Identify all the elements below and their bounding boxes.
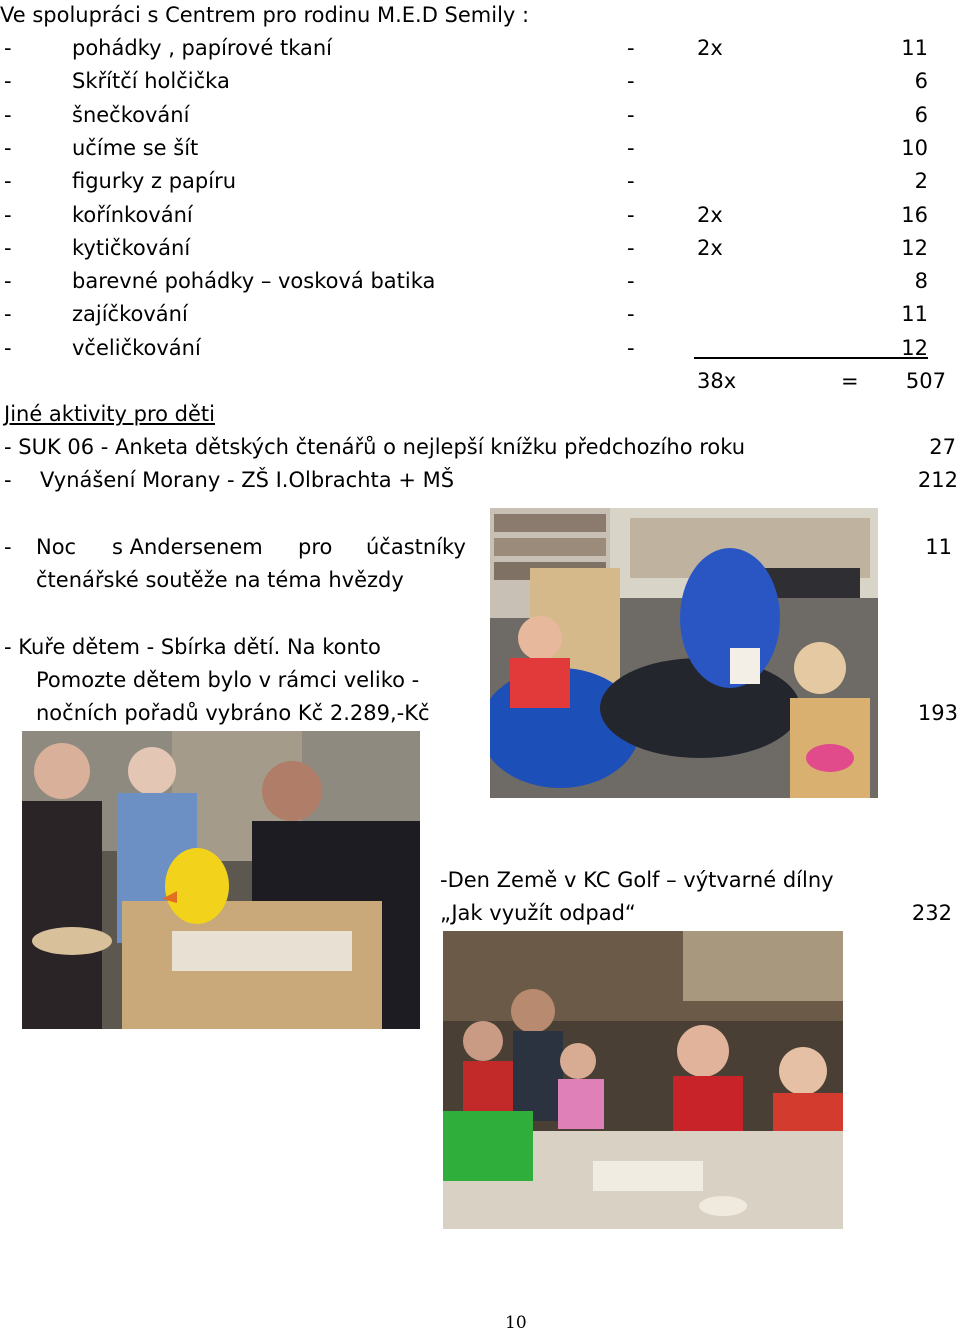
list-separator: - [627, 36, 635, 60]
total-equals: = [841, 369, 859, 393]
kure-line2: Pomozte dětem bylo v rámci veliko - [36, 668, 420, 692]
list-item-name: pohádky , papírové tkaní [72, 36, 332, 60]
list-dash: - [4, 69, 12, 94]
list-item-count: 6 [914, 69, 928, 94]
list-separator: - [627, 235, 635, 260]
section-heading: Ve spolupráci s Centrem pro rodinu M.E.D Semily : [0, 3, 530, 27]
list-separator: - [627, 102, 635, 127]
list-item-name: včeličkování [72, 335, 201, 360]
morana-text: Vynášení Morany - ZŠ I.Olbrachta + MŠ [40, 468, 455, 492]
photo-reading-night [490, 508, 878, 798]
andersen-count: 11 [925, 535, 952, 559]
andersen-line2: čtenářské soutěže na téma hvězdy [36, 568, 404, 592]
list-item-times: 2x [697, 36, 723, 60]
morana-count: 212 [917, 468, 958, 492]
kure-count: 193 [917, 701, 958, 725]
zeme-line1: -Den Země v KC Golf – výtvarné dílny [440, 868, 834, 892]
page-number: 10 [505, 1313, 527, 1333]
list-item-count: 6 [914, 102, 928, 127]
list-dash: - [4, 269, 12, 294]
andersen-dash: - [4, 535, 12, 559]
list-dash: - [4, 36, 12, 60]
suk-count: 27 [929, 435, 956, 459]
list-item-count: 11 [901, 36, 928, 60]
list-item-times: 2x [697, 235, 723, 260]
other-activities-heading: Jiné aktivity pro děti [4, 402, 215, 426]
list-separator: - [627, 302, 635, 327]
list-dash: - [4, 235, 12, 260]
list-dash: - [4, 335, 12, 360]
list-item-count: 10 [901, 135, 928, 160]
list-dash: - [4, 302, 12, 327]
list-separator: - [627, 169, 635, 194]
list-item-count: 11 [901, 302, 928, 327]
list-item-name: kytičkování [72, 235, 191, 260]
list-item-name: barevné pohádky – vosková batika [72, 269, 436, 294]
suk-text: - SUK 06 - Anketa dětských čtenářů o nejlepší knížku předchozího roku [4, 435, 746, 459]
list-separator: - [627, 69, 635, 94]
photo-earth-day-workshop [443, 931, 843, 1229]
list-item-name: figurky z papíru [72, 169, 237, 194]
list-dash: - [4, 202, 12, 227]
list-item-name: šnečkování [72, 102, 190, 127]
andersen-word: pro [298, 535, 333, 559]
list-separator: - [627, 269, 635, 294]
andersen-word: účastníky [366, 535, 466, 559]
list-item-count: 8 [914, 269, 928, 294]
photo-chick-collection [22, 731, 420, 1029]
list-item-count: 2 [914, 169, 928, 194]
list-item-count: 12 [901, 335, 928, 360]
list-item-name: kořínkování [72, 202, 193, 227]
total-count: 507 [905, 369, 946, 393]
zeme-count: 232 [911, 901, 952, 925]
andersen-word: s Andersenem [112, 535, 263, 559]
list-separator: - [627, 135, 635, 160]
kure-line3: nočních pořadů vybráno Kč 2.289,-Kč [36, 701, 430, 725]
list-dash: - [4, 102, 12, 127]
total-times: 38x [697, 369, 737, 393]
list-item-name: zajíčkování [72, 302, 188, 327]
list-separator: - [627, 335, 635, 360]
list-item-count: 16 [901, 202, 928, 227]
list-dash: - [4, 135, 12, 160]
andersen-word: Noc [36, 535, 77, 559]
kure-line1: - Kuře dětem - Sbírka dětí. Na konto [4, 635, 381, 659]
list-item-name: Skřítčí holčička [72, 69, 230, 94]
morana-dash: - [4, 468, 12, 492]
list-separator: - [627, 202, 635, 227]
sum-underline [694, 357, 928, 359]
list-dash: - [4, 169, 12, 194]
list-item-name: učíme se šít [72, 135, 199, 160]
zeme-line2: „Jak využít odpad“ [440, 901, 636, 925]
list-item-times: 2x [697, 202, 723, 227]
list-item-count: 12 [901, 235, 928, 260]
